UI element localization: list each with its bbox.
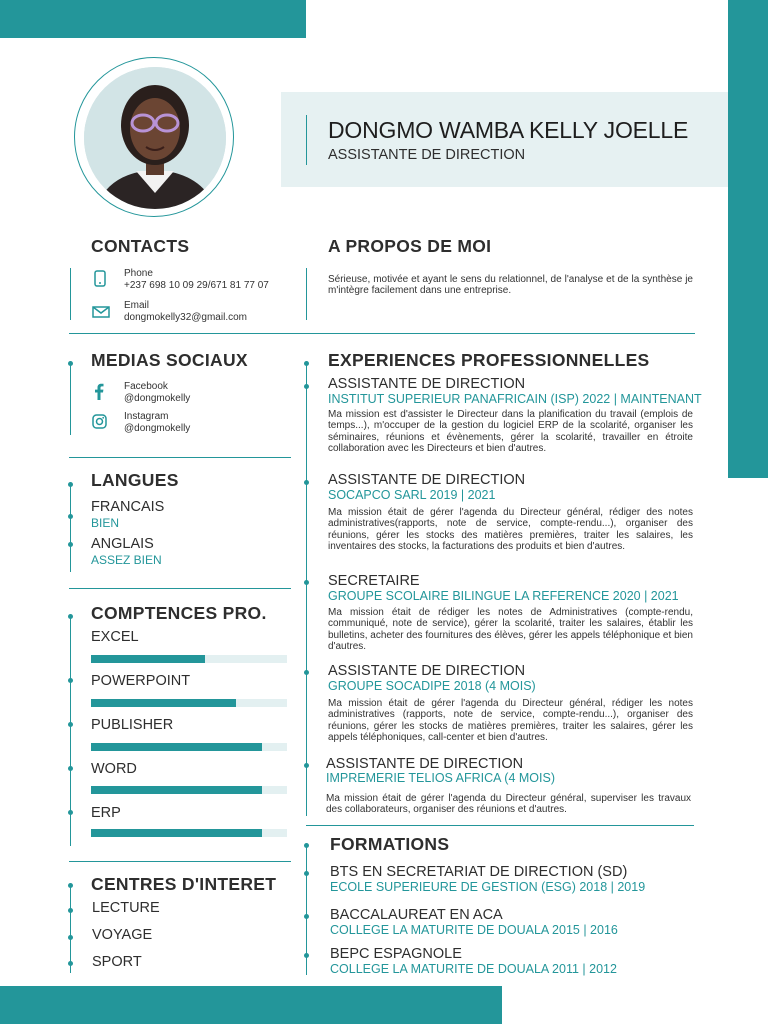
instagram-label: Instagram xyxy=(124,411,169,422)
experience-title: ASSISTANTE DE DIRECTION xyxy=(328,663,526,679)
job-title: ASSISTANTE DE DIRECTION xyxy=(328,147,526,163)
name-divider xyxy=(306,115,307,165)
email-icon xyxy=(92,305,110,323)
skill-bar xyxy=(91,829,287,837)
top-left-bar xyxy=(0,0,306,38)
skills-dot-3 xyxy=(68,722,73,727)
experience-org: GROUPE SCOLAIRE BILINGUE LA REFERENCE 2020 | 2021 xyxy=(328,589,679,603)
experience-dot-3 xyxy=(304,580,309,585)
profile-photo xyxy=(84,67,226,209)
language-level: ASSEZ BIEN xyxy=(91,553,162,567)
experience-title: ASSISTANTE DE DIRECTION xyxy=(328,376,526,392)
education-dot-2 xyxy=(304,914,309,919)
skills-dot-5 xyxy=(68,810,73,815)
phone-icon xyxy=(94,270,106,292)
education-heading: FORMATIONS xyxy=(330,834,450,854)
email-label: Email xyxy=(124,300,150,311)
education-title: BEPC ESPAGNOLE xyxy=(330,946,462,962)
social-line xyxy=(70,363,71,435)
education-org: ECOLE SUPERIEURE DE GESTION (ESG) 2018 | 2019 xyxy=(330,880,646,894)
experience-dot-5 xyxy=(304,763,309,768)
skill-name: WORD xyxy=(91,761,137,777)
education-org: COLLEGE LA MATURITE DE DOUALA 2015 | 2016 xyxy=(330,923,618,937)
languages-line xyxy=(70,484,71,572)
interests-heading: CENTRES D'INTERET xyxy=(91,874,277,894)
skill-bar-fill xyxy=(91,743,262,751)
skill-bar-fill xyxy=(91,699,236,707)
skill-name: POWERPOINT xyxy=(91,673,191,689)
skills-dot-2 xyxy=(68,678,73,683)
languages-heading: LANGUES xyxy=(91,470,179,490)
experience-desc: Ma mission était de gérer l'agenda du Directeur général, rédiger des notes administratives(rapports, note de service, compte-rendu...), organiser des réunions, gérer les stocks des matières premières, traiter les salaires, les inventaires des stocks, la facturations des produits et bien d'autres. xyxy=(328,507,693,552)
experience-desc: Ma mission était de gérer l'agenda du Directeur général, rédiger les notes administratives (rapports, note de service, compte-rendu...), organiser des réunions, gérer les stocks de matières premières, traiter les salaires, gérer les appels téléphoniques, call-center et bien d'autres. xyxy=(328,698,693,743)
contacts-line xyxy=(70,268,71,320)
experience-title: ASSISTANTE DE DIRECTION xyxy=(326,756,524,772)
experience-dot-1 xyxy=(304,384,309,389)
languages-dot-2 xyxy=(68,514,73,519)
language-level: BIEN xyxy=(91,516,120,530)
language-name: FRANCAIS xyxy=(91,499,165,515)
facebook-value: @dongmokelly xyxy=(124,393,191,404)
experience-org: IMPREMERIE TELIOS AFRICA (4 MOIS) xyxy=(326,771,555,785)
facebook-label: Facebook xyxy=(124,381,168,392)
skill-bar xyxy=(91,743,287,751)
interest-item: SPORT xyxy=(92,954,142,970)
section-divider-top xyxy=(69,333,695,334)
languages-dot-3 xyxy=(68,542,73,547)
email-value: dongmokelly32@gmail.com xyxy=(124,312,247,323)
skill-bar xyxy=(91,655,287,663)
skill-name: ERP xyxy=(91,805,121,821)
skill-bar-fill xyxy=(91,786,262,794)
experience-desc: Ma mission était de rédiger les notes de Administratives (compte-rendu, communiqué, note de service), gérer la scolarité, traiter les salaires, établir les bulletins, acheter des fournitures des élèves, gérer les appels téléphonique et bien d'autres. xyxy=(328,607,693,652)
about-heading: A PROPOS DE MOI xyxy=(328,236,492,256)
language-name: ANGLAIS xyxy=(91,536,154,552)
instagram-icon xyxy=(92,414,107,434)
experience-dot-4 xyxy=(304,670,309,675)
interests-dot-2 xyxy=(68,908,73,913)
experience-title: SECRETAIRE xyxy=(328,573,420,589)
experience-title: ASSISTANTE DE DIRECTION xyxy=(328,472,526,488)
skills-divider xyxy=(69,861,291,862)
experience-org: INSTITUT SUPERIEUR PANAFRICAIN (ISP) 2022 | MAINTENANT xyxy=(328,392,702,406)
skill-name: EXCEL xyxy=(91,629,139,645)
interests-line xyxy=(70,885,71,973)
experience-desc: Ma mission était de gérer l'agenda du Directeur général, superviser les travaux des collaborateurs, organiser des réunions et d'autres. xyxy=(326,793,691,816)
phone-value: +237 698 10 09 29/671 81 77 07 xyxy=(124,280,269,291)
skill-bar xyxy=(91,699,287,707)
right-side-bar xyxy=(728,0,768,478)
skill-bar-fill xyxy=(91,655,205,663)
education-dot-3 xyxy=(304,953,309,958)
instagram-value: @dongmokelly xyxy=(124,423,191,434)
about-line xyxy=(306,268,307,320)
skill-bar xyxy=(91,786,287,794)
education-title: BTS EN SECRETARIAT DE DIRECTION (SD) xyxy=(330,864,628,880)
languages-divider xyxy=(69,588,291,589)
experience-line xyxy=(306,363,307,816)
education-dot-1 xyxy=(304,871,309,876)
experience-org: SOCAPCO SARL 2019 | 2021 xyxy=(328,488,496,502)
experience-heading: EXPERIENCES PROFESSIONNELLES xyxy=(328,350,650,370)
bottom-bar xyxy=(0,986,502,1024)
experience-divider xyxy=(306,825,694,826)
interest-item: LECTURE xyxy=(92,900,160,916)
skill-bar-fill xyxy=(91,829,262,837)
interests-dot-4 xyxy=(68,961,73,966)
social-divider xyxy=(69,457,291,458)
skills-heading: COMPTENCES PRO. xyxy=(91,603,267,623)
education-title: BACCALAUREAT EN ACA xyxy=(330,907,503,923)
about-text: Sérieuse, motivée et ayant le sens du relationnel, de l'analyse et de la synthèse je m'intègre facilement dans une entreprise. xyxy=(328,274,693,297)
experience-dot-2 xyxy=(304,480,309,485)
education-org: COLLEGE LA MATURITE DE DOUALA 2011 | 2012 xyxy=(330,962,617,976)
contacts-heading: CONTACTS xyxy=(91,236,190,256)
skills-dot-4 xyxy=(68,766,73,771)
full-name: DONGMO WAMBA KELLY JOELLE xyxy=(328,117,689,143)
social-heading: MEDIAS SOCIAUX xyxy=(91,350,248,370)
experience-org: GROUPE SOCADIPE 2018 (4 MOIS) xyxy=(328,679,536,693)
skill-name: PUBLISHER xyxy=(91,717,174,733)
experience-desc: Ma mission est d'assister le Directeur dans la planification du travail (emplois de temps...), m'occuper de la gestion du logiciel ERP de la scolarité, organiser les séminaires, réunions et évènements, gérer la scolarité, travailler en étroite collaboration avec les Directeurs et bien d'autres. xyxy=(328,409,693,454)
interests-dot-3 xyxy=(68,935,73,940)
facebook-icon xyxy=(94,383,104,405)
phone-label: Phone xyxy=(124,268,153,279)
interest-item: VOYAGE xyxy=(92,927,153,943)
